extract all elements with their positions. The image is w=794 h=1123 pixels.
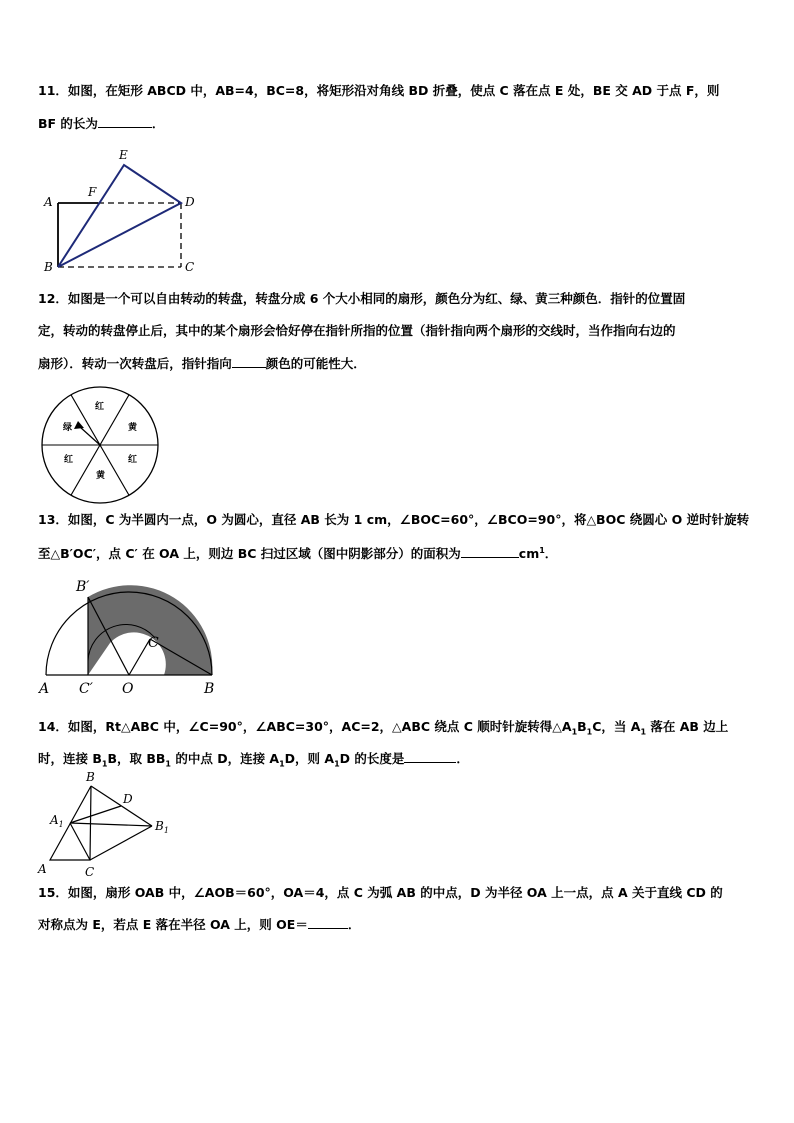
q12-sector-0: 红 [95,402,105,412]
q13-label-c: C [148,635,159,651]
q14-l2-end: ． [456,751,469,766]
q14-text-3: C，当 A [592,719,641,734]
q11-label-c: C [185,260,195,274]
q14-l2-sub-4: 1 [334,759,340,769]
q11-figure [36,144,206,276]
q14-l2-text-2: B，取 BB [107,751,166,766]
q12-text: 扇形）．转动一次转盘后，指针指向 [38,356,232,371]
q14-answer-blank[interactable] [404,750,456,763]
q13-end: ． [544,546,558,562]
q14-label-c: C [85,865,95,879]
q12-line1: 12．如图是一个可以自由转动的转盘，转盘分成 6 个大小相同的扇形，颜色分为红、绿、黄三种颜色．指针的位置固 [38,291,686,306]
q14-sub-1: 1 [571,727,578,737]
q11-text: BF 的长为 [38,116,98,131]
q13-text: 至△B′OC′，点 C′ 在 OA 上，则边 BC 扫过区域（图中阴影部分）的面积为 [38,546,461,562]
q14-l2-sub-3: 1 [279,759,285,769]
q11-label-e: E [119,148,128,162]
q15-end: ． [347,917,361,932]
q13-unit-sup: 1 [539,546,545,555]
q13-label-cprime: C′ [79,681,93,697]
q12-spinner [40,385,162,507]
q14-label-b1 [154,819,169,835]
q12-answer-blank[interactable] [232,355,266,368]
q14-l2-text-4: D，则 A [284,751,335,766]
q13-answer-blank[interactable] [461,545,519,558]
q12-line2: 定，转动的转盘停止后，其中的某个扇形会恰好停在指针所指的位置（指针指向两个扇形的交线时，当作指向右边的 [38,323,676,338]
q14-sub-3: 1 [640,727,647,737]
q11-end: ． [151,116,165,131]
q14-label-a: A [38,862,47,876]
q14-label-a1-main: A [50,813,59,827]
q12-sector-2: 红 [128,455,138,465]
q14-l2-sub-1: 1 [101,759,108,769]
q13-label-bprime: B′ [76,579,90,595]
q14-line1 [38,719,758,741]
q15-text: 对称点为 E，若点 E 落在半径 OA 上，则 OE＝ [38,917,308,932]
q14-l2-text-1: 时，连接 B [38,751,102,766]
q11-line2 [38,115,758,132]
q14-l2-text-3: 的中点 D，连接 A [170,751,280,766]
q14-label-b: B [86,770,95,784]
q14-text-1: 14．如图，Rt△ABC 中，∠C=90°，∠ABC=30°，AC=2，△ABC 绕点 C 顺时针旋转得△A [38,719,572,734]
q13-label-o: O [122,681,134,697]
q11-label-a: A [44,195,53,209]
q14-l2-sub-2: 1 [165,759,171,769]
q15-line2 [38,916,758,933]
q14-label-a1 [49,813,64,829]
q12-sector-3: 黄 [96,471,106,481]
q14-figure [34,770,184,880]
q11-label-d: D [185,195,195,209]
q11-line1: 11．如图，在矩形 ABCD 中，AB=4，BC=8，将矩形沿对角线 BD 折叠，使点 C 落在点 E 处，BE 交 AD 于点 F，则 [38,83,720,98]
q13-label-b: B [204,681,215,697]
q13-figure [36,575,226,700]
q15-answer-blank[interactable] [308,916,348,929]
q11-answer-blank[interactable] [98,115,152,128]
q13-label-a: A [39,681,50,697]
q14-label-a1-sub: 1 [58,820,64,829]
q14-sub-2: 1 [586,727,593,737]
q14-label-b1-sub: 1 [163,826,169,835]
q14-label-d: D [123,792,133,806]
q14-text-4: 落在 AB 边上 [646,719,729,734]
q12-sector-1: 黄 [128,423,138,433]
q13-line2 [38,543,758,562]
q14-text-2: B [577,719,587,734]
q12-sector-4: 红 [64,455,74,465]
q15-line1: 15．如图，扇形 OAB 中，∠AOB＝60°，OA＝4，点 C 为弧 AB 的中点，D 为半径 OA 上一点，点 A 关于直线 CD 的 [38,885,723,900]
q14-label-b1-main: B [155,819,164,833]
q13-unit: cm [518,546,540,562]
q12-end: 颜色的可能性大． [265,356,366,371]
q12-sector-5: 绿 [63,423,73,433]
q11-label-f: F [88,185,97,199]
q13-line1: 13．如图，C 为半圆内一点，O 为圆心，直径 AB 长为 1 cm，∠BOC=60°，∠BCO=90°，将△BOC 绕圆心 O 逆时针旋转 [38,512,750,527]
q14-l2-text-5: D 的长度是 [339,751,405,766]
q11-label-b: B [44,260,53,274]
q12-line3 [38,355,758,372]
